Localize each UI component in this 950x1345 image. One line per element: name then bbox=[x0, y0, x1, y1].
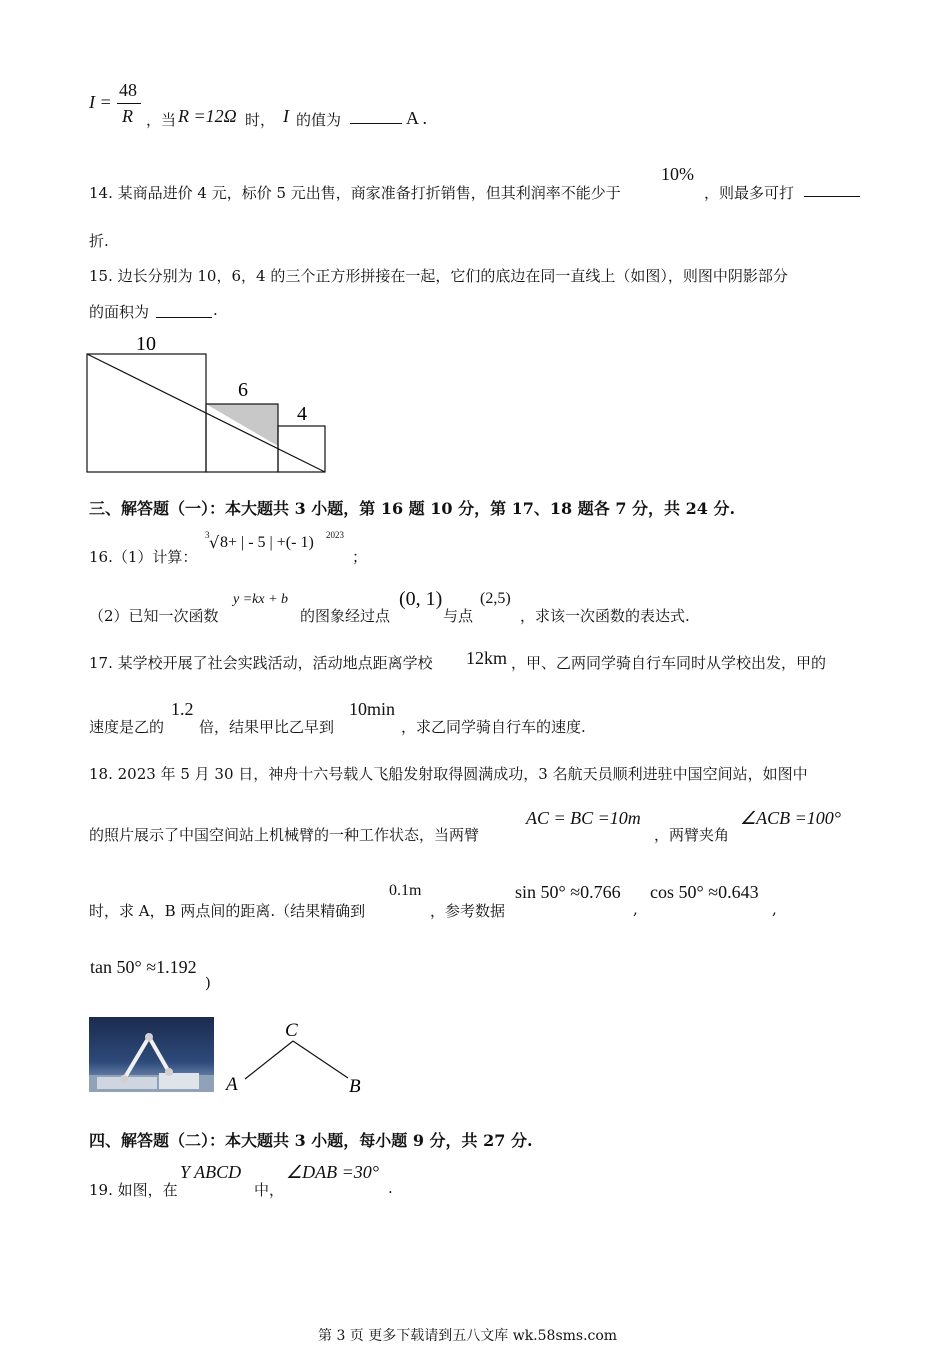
root-index: 3 bbox=[205, 530, 210, 540]
fraction-numerator: 48 bbox=[119, 80, 137, 100]
q14-tail: ，则最多可打 bbox=[704, 184, 795, 202]
q17-line1-tail: ，甲、乙两同学骑自行车同时从学校出发，甲的 bbox=[511, 654, 827, 672]
q18-line2-mid: ，两臂夹角 bbox=[654, 826, 730, 844]
fraction-denominator: R bbox=[122, 106, 133, 126]
q19-end: . bbox=[388, 1179, 393, 1197]
q18-cos: cos 50° ≈0.643 bbox=[650, 882, 759, 902]
q19-text: 19. 如图，在 bbox=[89, 1181, 178, 1199]
q18-line3: 时，求 A，B 两点间的距离.（结果精确到 bbox=[89, 902, 366, 920]
q16-exponent: 2023 bbox=[326, 530, 344, 540]
q18-tan: tan 50° ≈1.192 bbox=[90, 957, 197, 977]
q16-part2-text: （2）已知一次函数 bbox=[89, 607, 219, 625]
radical-sign: √ bbox=[209, 533, 220, 552]
section-3-heading: 三、解答题（一）：本大题共 3 小题，第 16 题 10 分，第 17、18 题各 7 分，共 24 分. bbox=[89, 499, 736, 518]
q16-point2: (2,5) bbox=[480, 590, 511, 607]
q14-text: 14. 某商品进价 4 元，标价 5 元出售，商家准备打折销售，但其利润率不能少于 bbox=[89, 184, 621, 202]
label-a: A bbox=[226, 1074, 238, 1095]
q16-point1: (0, 1) bbox=[399, 588, 443, 610]
arm-ac bbox=[245, 1041, 293, 1079]
q13-condition-prefix: ，当 bbox=[146, 111, 177, 129]
q18-precision: 0.1m bbox=[389, 882, 422, 899]
arm-bc bbox=[293, 1041, 348, 1078]
q17-line2-mid: 倍，结果甲比乙早到 bbox=[199, 718, 335, 736]
label-c: C bbox=[285, 1020, 298, 1041]
q15-line1: 15. 边长分别为 10，6，4 的三个正方形拼接在一起，它们的底边在同一直线上（如图），则图中阴影部分 bbox=[89, 267, 788, 285]
q15-line2: 的面积为 bbox=[89, 303, 150, 321]
q16-part1-end: ； bbox=[352, 548, 368, 566]
q18-arms: AC = BC =10m bbox=[526, 808, 641, 828]
q19-shape: Y ABCD bbox=[180, 1162, 242, 1182]
q16-part2-end: ，求该一次函数的表达式. bbox=[520, 607, 690, 625]
section-4-heading: 四、解答题（二）：本大题共 3 小题，每小题 9 分，共 27 分. bbox=[89, 1131, 533, 1150]
answer-blank bbox=[350, 123, 402, 124]
q16-expression: 8+ | - 5 | +(- 1) bbox=[220, 534, 314, 551]
q17-ratio: 1.2 bbox=[171, 699, 194, 719]
q18-close: ) bbox=[205, 974, 211, 992]
q18-line3-mid: ，参考数据 bbox=[430, 902, 506, 920]
shaded-region bbox=[206, 404, 278, 446]
q13-condition-math: R =12Ω bbox=[178, 106, 237, 126]
q19-mid: 中， bbox=[254, 1181, 285, 1199]
formula-lhs: I = bbox=[89, 92, 112, 112]
q17-line2: 速度是乙的 bbox=[89, 718, 165, 736]
q17-distance: 12km bbox=[466, 648, 508, 668]
q16-function: y =kx + b bbox=[233, 592, 289, 607]
q18-sin: sin 50° ≈0.766 bbox=[515, 882, 621, 902]
q17-line2-tail: ，求乙同学骑自行车的速度. bbox=[401, 718, 586, 736]
q14-percent: 10% bbox=[661, 164, 694, 184]
q16-part2-mid: 的图象经过点 bbox=[300, 607, 391, 625]
q16-part1-text: 16.（1）计算： bbox=[89, 548, 198, 566]
label-10: 10 bbox=[136, 333, 156, 355]
q16-part2-mid2: 与点 bbox=[443, 607, 474, 625]
comma: , bbox=[772, 900, 777, 918]
q14-end: 折. bbox=[89, 232, 109, 250]
label-6: 6 bbox=[238, 379, 248, 401]
q18-line1: 18. 2023 年 5 月 30 日，神舟十六号载人飞船发射取得圆满成功，3 名航天员顺利进驻中国空间站，如图中 bbox=[89, 765, 808, 783]
comma: , bbox=[633, 900, 638, 918]
square-10 bbox=[87, 354, 206, 472]
space-station-photo bbox=[89, 1017, 214, 1092]
label-b: B bbox=[349, 1076, 361, 1097]
q13-unit: A . bbox=[406, 108, 428, 128]
square-4 bbox=[278, 426, 325, 472]
fraction-bar bbox=[117, 103, 141, 104]
q15-end: . bbox=[213, 301, 218, 319]
q17-time: 10min bbox=[349, 699, 396, 719]
answer-blank bbox=[804, 196, 860, 197]
q13-condition-mid: 时， bbox=[245, 111, 276, 129]
q13-value-text: 的值为 bbox=[296, 111, 342, 129]
arm-diagram bbox=[220, 1015, 370, 1100]
q17-line1: 17. 某学校开展了社会实践活动，活动地点距离学校 bbox=[89, 654, 433, 672]
q18-angle: ∠ACB =100° bbox=[740, 808, 841, 828]
answer-blank bbox=[156, 317, 212, 318]
q13-var-i: I bbox=[283, 106, 289, 126]
label-4: 4 bbox=[297, 403, 307, 425]
q18-line2: 的照片展示了中国空间站上机械臂的一种工作状态，当两臂 bbox=[89, 826, 480, 844]
q19-angle: ∠DAB =30° bbox=[286, 1162, 379, 1182]
squares-figure bbox=[80, 330, 340, 480]
page-footer: 第 3 页 更多下载请到五八文库 wk.58sms.com bbox=[318, 1328, 618, 1344]
